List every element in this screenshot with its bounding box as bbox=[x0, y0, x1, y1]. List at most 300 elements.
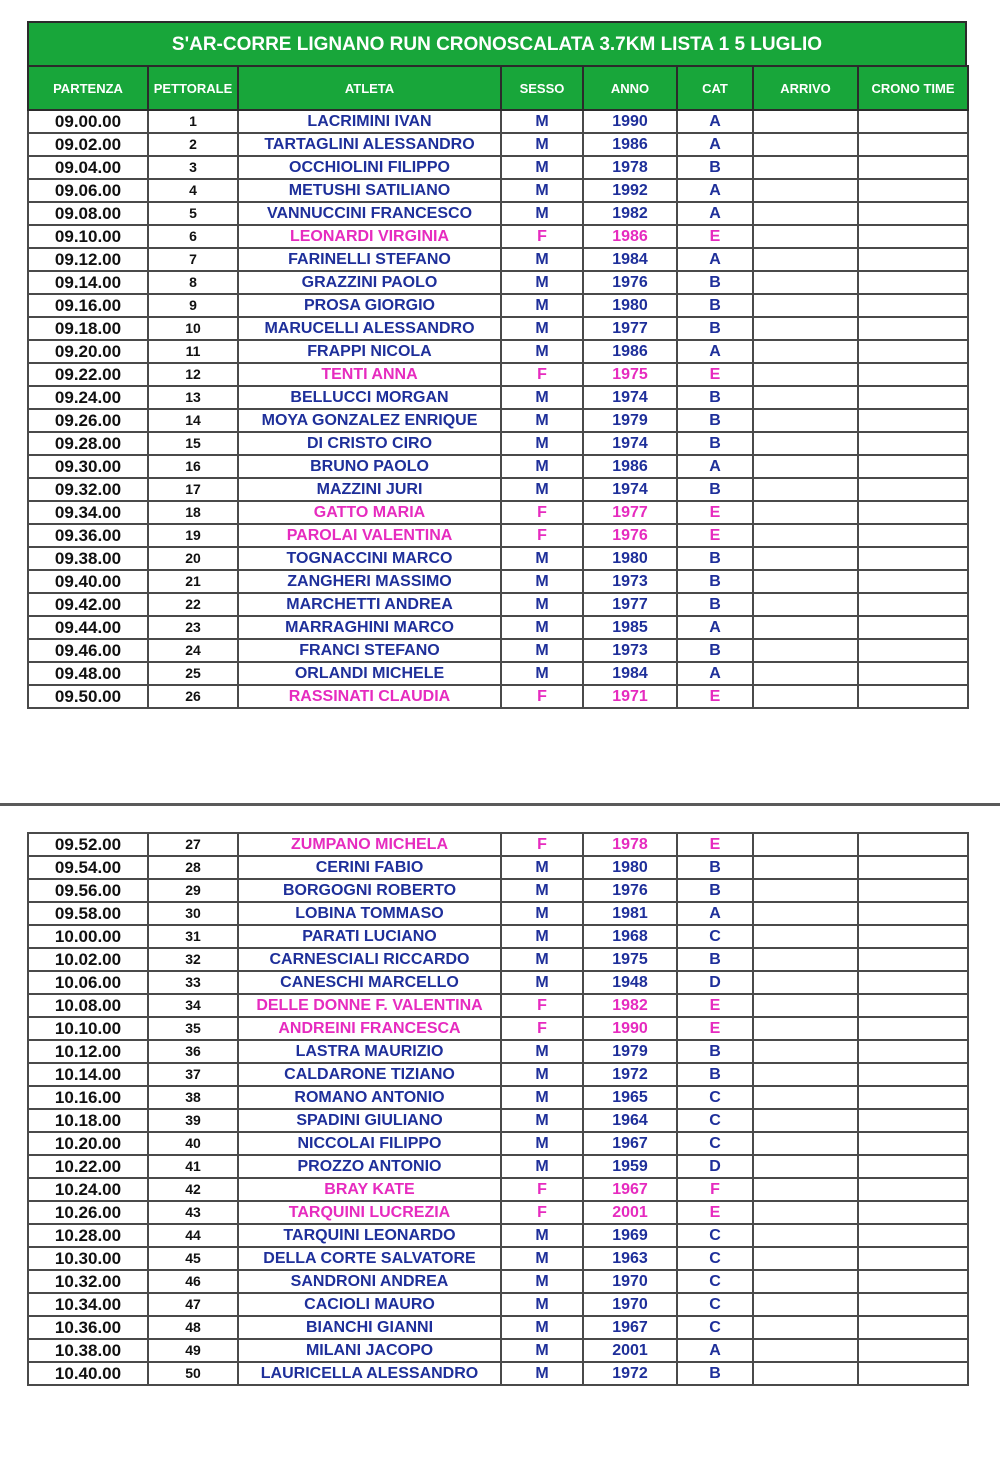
cell-crono-time bbox=[858, 1063, 968, 1086]
cell-atleta: SANDRONI ANDREA bbox=[238, 1270, 501, 1293]
cell-atleta: TARTAGLINI ALESSANDRO bbox=[238, 133, 501, 156]
cell-pettorale: 49 bbox=[148, 1339, 238, 1362]
cell-arrivo bbox=[753, 639, 858, 662]
cell-arrivo bbox=[753, 1063, 858, 1086]
cell-sesso: F bbox=[501, 1178, 583, 1201]
cell-partenza: 09.50.00 bbox=[28, 685, 148, 708]
cell-cat: B bbox=[677, 856, 753, 879]
table-row bbox=[28, 478, 968, 501]
cell-arrivo bbox=[753, 133, 858, 156]
cell-pettorale: 11 bbox=[148, 340, 238, 363]
cell-anno: 1973 bbox=[583, 639, 677, 662]
cell-cat: A bbox=[677, 110, 753, 133]
cell-pettorale: 36 bbox=[148, 1040, 238, 1063]
cell-arrivo bbox=[753, 879, 858, 902]
cell-crono-time bbox=[858, 685, 968, 708]
cell-cat: A bbox=[677, 248, 753, 271]
cell-sesso: M bbox=[501, 948, 583, 971]
cell-partenza: 10.10.00 bbox=[28, 1017, 148, 1040]
cell-cat: E bbox=[677, 363, 753, 386]
cell-anno: 1986 bbox=[583, 225, 677, 248]
cell-crono-time bbox=[858, 1316, 968, 1339]
cell-atleta: GATTO MARIA bbox=[238, 501, 501, 524]
cell-atleta: MILANI JACOPO bbox=[238, 1339, 501, 1362]
cell-arrivo bbox=[753, 110, 858, 133]
cell-crono-time bbox=[858, 570, 968, 593]
cell-atleta: MARCHETTI ANDREA bbox=[238, 593, 501, 616]
cell-arrivo bbox=[753, 156, 858, 179]
cell-atleta: CALDARONE TIZIANO bbox=[238, 1063, 501, 1086]
cell-pettorale: 42 bbox=[148, 1178, 238, 1201]
cell-crono-time bbox=[858, 501, 968, 524]
cell-partenza: 10.26.00 bbox=[28, 1201, 148, 1224]
cell-partenza: 10.34.00 bbox=[28, 1293, 148, 1316]
cell-cat: E bbox=[677, 225, 753, 248]
cell-sesso: M bbox=[501, 455, 583, 478]
cell-atleta: TARQUINI LEONARDO bbox=[238, 1224, 501, 1247]
cell-atleta: RASSINATI CLAUDIA bbox=[238, 685, 501, 708]
cell-partenza: 10.14.00 bbox=[28, 1063, 148, 1086]
cell-partenza: 09.46.00 bbox=[28, 639, 148, 662]
cell-arrivo bbox=[753, 1132, 858, 1155]
cell-anno: 1967 bbox=[583, 1132, 677, 1155]
cell-crono-time bbox=[858, 363, 968, 386]
table-row bbox=[28, 662, 968, 685]
cell-crono-time bbox=[858, 971, 968, 994]
cell-cat: E bbox=[677, 524, 753, 547]
cell-arrivo bbox=[753, 317, 858, 340]
cell-anno: 1982 bbox=[583, 994, 677, 1017]
cell-sesso: F bbox=[501, 833, 583, 856]
cell-pettorale: 32 bbox=[148, 948, 238, 971]
cell-atleta: MARUCELLI ALESSANDRO bbox=[238, 317, 501, 340]
cell-crono-time bbox=[858, 1132, 968, 1155]
cell-atleta: PAROLAI VALENTINA bbox=[238, 524, 501, 547]
cell-pettorale: 19 bbox=[148, 524, 238, 547]
cell-sesso: F bbox=[501, 1017, 583, 1040]
cell-partenza: 09.14.00 bbox=[28, 271, 148, 294]
cell-arrivo bbox=[753, 478, 858, 501]
cell-cat: E bbox=[677, 833, 753, 856]
cell-cat: B bbox=[677, 432, 753, 455]
cell-crono-time bbox=[858, 1109, 968, 1132]
table-row bbox=[28, 685, 968, 708]
cell-atleta: DELLE DONNE F. VALENTINA bbox=[238, 994, 501, 1017]
table-row bbox=[28, 639, 968, 662]
cell-anno: 1977 bbox=[583, 501, 677, 524]
cell-crono-time bbox=[858, 1293, 968, 1316]
cell-pettorale: 9 bbox=[148, 294, 238, 317]
cell-partenza: 10.38.00 bbox=[28, 1339, 148, 1362]
cell-atleta: PROZZO ANTONIO bbox=[238, 1155, 501, 1178]
cell-pettorale: 39 bbox=[148, 1109, 238, 1132]
cell-pettorale: 45 bbox=[148, 1247, 238, 1270]
cell-arrivo bbox=[753, 1362, 858, 1385]
cell-arrivo bbox=[753, 248, 858, 271]
cell-sesso: F bbox=[501, 225, 583, 248]
cell-arrivo bbox=[753, 925, 858, 948]
cell-crono-time bbox=[858, 902, 968, 925]
cell-arrivo bbox=[753, 902, 858, 925]
table-row bbox=[28, 616, 968, 639]
start-list-table bbox=[27, 65, 969, 709]
cell-atleta: NICCOLAI FILIPPO bbox=[238, 1132, 501, 1155]
cell-partenza: 10.40.00 bbox=[28, 1362, 148, 1385]
cell-crono-time bbox=[858, 1224, 968, 1247]
cell-anno: 1992 bbox=[583, 179, 677, 202]
cell-atleta: ROMANO ANTONIO bbox=[238, 1086, 501, 1109]
col-header-anno: ANNO bbox=[583, 66, 677, 110]
cell-arrivo bbox=[753, 202, 858, 225]
cell-anno: 1982 bbox=[583, 202, 677, 225]
page-title: S'AR-CORRE LIGNANO RUN CRONOSCALATA 3.7KM LISTA 1 5 LUGLIO bbox=[27, 21, 967, 65]
cell-anno: 2001 bbox=[583, 1339, 677, 1362]
cell-cat: B bbox=[677, 593, 753, 616]
cell-anno: 1968 bbox=[583, 925, 677, 948]
cell-partenza: 10.22.00 bbox=[28, 1155, 148, 1178]
cell-sesso: M bbox=[501, 202, 583, 225]
table-row bbox=[28, 501, 968, 524]
cell-sesso: M bbox=[501, 593, 583, 616]
cell-partenza: 10.12.00 bbox=[28, 1040, 148, 1063]
table-row bbox=[28, 879, 968, 902]
cell-partenza: 09.48.00 bbox=[28, 662, 148, 685]
cell-arrivo bbox=[753, 501, 858, 524]
cell-anno: 1972 bbox=[583, 1362, 677, 1385]
cell-crono-time bbox=[858, 948, 968, 971]
cell-cat: B bbox=[677, 639, 753, 662]
table-body bbox=[28, 833, 968, 1385]
cell-arrivo bbox=[753, 225, 858, 248]
table-row bbox=[28, 971, 968, 994]
table-row bbox=[28, 547, 968, 570]
table-row bbox=[28, 248, 968, 271]
cell-atleta: OCCHIOLINI FILIPPO bbox=[238, 156, 501, 179]
cell-atleta: SPADINI GIULIANO bbox=[238, 1109, 501, 1132]
cell-pettorale: 46 bbox=[148, 1270, 238, 1293]
cell-anno: 1970 bbox=[583, 1270, 677, 1293]
cell-atleta: MOYA GONZALEZ ENRIQUE bbox=[238, 409, 501, 432]
table-row bbox=[28, 1040, 968, 1063]
cell-arrivo bbox=[753, 409, 858, 432]
cell-arrivo bbox=[753, 856, 858, 879]
cell-arrivo bbox=[753, 685, 858, 708]
cell-partenza: 09.32.00 bbox=[28, 478, 148, 501]
cell-partenza: 09.28.00 bbox=[28, 432, 148, 455]
cell-arrivo bbox=[753, 1224, 858, 1247]
cell-crono-time bbox=[858, 925, 968, 948]
cell-cat: D bbox=[677, 1155, 753, 1178]
cell-sesso: M bbox=[501, 432, 583, 455]
cell-anno: 1967 bbox=[583, 1316, 677, 1339]
cell-pettorale: 17 bbox=[148, 478, 238, 501]
table-row bbox=[28, 593, 968, 616]
cell-anno: 1977 bbox=[583, 317, 677, 340]
cell-sesso: M bbox=[501, 1040, 583, 1063]
table-row bbox=[28, 1224, 968, 1247]
cell-atleta: ZUMPANO MICHELA bbox=[238, 833, 501, 856]
cell-anno: 1984 bbox=[583, 248, 677, 271]
cell-anno: 1976 bbox=[583, 524, 677, 547]
cell-pettorale: 21 bbox=[148, 570, 238, 593]
table-row bbox=[28, 202, 968, 225]
cell-atleta: FARINELLI STEFANO bbox=[238, 248, 501, 271]
cell-cat: E bbox=[677, 994, 753, 1017]
cell-arrivo bbox=[753, 432, 858, 455]
cell-pettorale: 8 bbox=[148, 271, 238, 294]
cell-sesso: M bbox=[501, 133, 583, 156]
cell-atleta: BORGOGNI ROBERTO bbox=[238, 879, 501, 902]
cell-partenza: 10.18.00 bbox=[28, 1109, 148, 1132]
cell-cat: B bbox=[677, 879, 753, 902]
cell-anno: 1985 bbox=[583, 616, 677, 639]
cell-atleta: LOBINA TOMMASO bbox=[238, 902, 501, 925]
cell-cat: B bbox=[677, 1040, 753, 1063]
cell-partenza: 09.08.00 bbox=[28, 202, 148, 225]
cell-atleta: METUSHI SATILIANO bbox=[238, 179, 501, 202]
start-list-sheet-2 bbox=[27, 832, 967, 1386]
cell-partenza: 09.52.00 bbox=[28, 833, 148, 856]
cell-anno: 1975 bbox=[583, 948, 677, 971]
cell-atleta: LACRIMINI IVAN bbox=[238, 110, 501, 133]
cell-arrivo bbox=[753, 994, 858, 1017]
cell-partenza: 09.56.00 bbox=[28, 879, 148, 902]
cell-pettorale: 4 bbox=[148, 179, 238, 202]
cell-sesso: M bbox=[501, 1270, 583, 1293]
cell-atleta: CERINI FABIO bbox=[238, 856, 501, 879]
cell-atleta: FRANCI STEFANO bbox=[238, 639, 501, 662]
cell-pettorale: 26 bbox=[148, 685, 238, 708]
cell-pettorale: 15 bbox=[148, 432, 238, 455]
table-row bbox=[28, 133, 968, 156]
cell-atleta: LAURICELLA ALESSANDRO bbox=[238, 1362, 501, 1385]
table-row bbox=[28, 363, 968, 386]
cell-partenza: 10.16.00 bbox=[28, 1086, 148, 1109]
cell-anno: 1965 bbox=[583, 1086, 677, 1109]
cell-sesso: M bbox=[501, 1109, 583, 1132]
cell-crono-time bbox=[858, 593, 968, 616]
table-row bbox=[28, 1339, 968, 1362]
cell-atleta: DI CRISTO CIRO bbox=[238, 432, 501, 455]
cell-cat: C bbox=[677, 1247, 753, 1270]
table-row bbox=[28, 110, 968, 133]
cell-partenza: 10.30.00 bbox=[28, 1247, 148, 1270]
cell-cat: B bbox=[677, 386, 753, 409]
cell-cat: B bbox=[677, 1063, 753, 1086]
cell-cat: A bbox=[677, 455, 753, 478]
cell-cat: F bbox=[677, 1178, 753, 1201]
cell-cat: A bbox=[677, 202, 753, 225]
cell-pettorale: 37 bbox=[148, 1063, 238, 1086]
cell-anno: 1979 bbox=[583, 409, 677, 432]
cell-anno: 1981 bbox=[583, 902, 677, 925]
cell-arrivo bbox=[753, 1293, 858, 1316]
cell-partenza: 09.34.00 bbox=[28, 501, 148, 524]
cell-arrivo bbox=[753, 179, 858, 202]
cell-cat: E bbox=[677, 1201, 753, 1224]
cell-anno: 1971 bbox=[583, 685, 677, 708]
cell-arrivo bbox=[753, 948, 858, 971]
cell-cat: B bbox=[677, 547, 753, 570]
table-row bbox=[28, 833, 968, 856]
cell-arrivo bbox=[753, 662, 858, 685]
table-row bbox=[28, 455, 968, 478]
cell-crono-time bbox=[858, 856, 968, 879]
cell-cat: C bbox=[677, 1270, 753, 1293]
cell-arrivo bbox=[753, 1247, 858, 1270]
cell-sesso: M bbox=[501, 386, 583, 409]
cell-arrivo bbox=[753, 593, 858, 616]
cell-pettorale: 40 bbox=[148, 1132, 238, 1155]
table-row bbox=[28, 1178, 968, 1201]
cell-cat: A bbox=[677, 616, 753, 639]
cell-cat: B bbox=[677, 948, 753, 971]
cell-partenza: 10.20.00 bbox=[28, 1132, 148, 1155]
table-row bbox=[28, 1109, 968, 1132]
cell-partenza: 10.28.00 bbox=[28, 1224, 148, 1247]
cell-crono-time bbox=[858, 524, 968, 547]
cell-cat: A bbox=[677, 179, 753, 202]
cell-arrivo bbox=[753, 1316, 858, 1339]
cell-crono-time bbox=[858, 294, 968, 317]
cell-atleta: PARATI LUCIANO bbox=[238, 925, 501, 948]
cell-atleta: ZANGHERI MASSIMO bbox=[238, 570, 501, 593]
cell-arrivo bbox=[753, 455, 858, 478]
cell-partenza: 09.42.00 bbox=[28, 593, 148, 616]
cell-anno: 1986 bbox=[583, 455, 677, 478]
table-row bbox=[28, 179, 968, 202]
cell-anno: 1978 bbox=[583, 833, 677, 856]
cell-arrivo bbox=[753, 570, 858, 593]
cell-sesso: M bbox=[501, 1063, 583, 1086]
cell-crono-time bbox=[858, 833, 968, 856]
col-header-cat: CAT bbox=[677, 66, 753, 110]
cell-sesso: M bbox=[501, 409, 583, 432]
cell-pettorale: 12 bbox=[148, 363, 238, 386]
table-row bbox=[28, 1155, 968, 1178]
cell-anno: 1959 bbox=[583, 1155, 677, 1178]
cell-arrivo bbox=[753, 1339, 858, 1362]
cell-anno: 1984 bbox=[583, 662, 677, 685]
table-row bbox=[28, 386, 968, 409]
table-row bbox=[28, 340, 968, 363]
cell-pettorale: 2 bbox=[148, 133, 238, 156]
table-row bbox=[28, 994, 968, 1017]
cell-crono-time bbox=[858, 202, 968, 225]
cell-arrivo bbox=[753, 386, 858, 409]
cell-pettorale: 6 bbox=[148, 225, 238, 248]
cell-sesso: M bbox=[501, 662, 583, 685]
cell-pettorale: 16 bbox=[148, 455, 238, 478]
cell-pettorale: 48 bbox=[148, 1316, 238, 1339]
cell-cat: B bbox=[677, 570, 753, 593]
cell-anno: 1948 bbox=[583, 971, 677, 994]
cell-crono-time bbox=[858, 133, 968, 156]
cell-pettorale: 7 bbox=[148, 248, 238, 271]
cell-arrivo bbox=[753, 1017, 858, 1040]
cell-cat: D bbox=[677, 971, 753, 994]
cell-sesso: M bbox=[501, 639, 583, 662]
table-body bbox=[28, 110, 968, 708]
cell-pettorale: 50 bbox=[148, 1362, 238, 1385]
table-row bbox=[28, 294, 968, 317]
cell-sesso: M bbox=[501, 1132, 583, 1155]
col-header-crono-time: CRONO TIME bbox=[858, 66, 968, 110]
cell-arrivo bbox=[753, 971, 858, 994]
cell-cat: B bbox=[677, 271, 753, 294]
cell-cat: C bbox=[677, 925, 753, 948]
start-list-table-continued bbox=[27, 832, 969, 1386]
cell-sesso: M bbox=[501, 1247, 583, 1270]
cell-crono-time bbox=[858, 1270, 968, 1293]
cell-partenza: 09.24.00 bbox=[28, 386, 148, 409]
cell-atleta: LASTRA MAURIZIO bbox=[238, 1040, 501, 1063]
table-row bbox=[28, 1201, 968, 1224]
table-row bbox=[28, 856, 968, 879]
cell-cat: B bbox=[677, 156, 753, 179]
cell-cat: C bbox=[677, 1293, 753, 1316]
cell-pettorale: 34 bbox=[148, 994, 238, 1017]
cell-anno: 1978 bbox=[583, 156, 677, 179]
cell-partenza: 09.06.00 bbox=[28, 179, 148, 202]
cell-partenza: 09.36.00 bbox=[28, 524, 148, 547]
cell-sesso: M bbox=[501, 110, 583, 133]
cell-sesso: M bbox=[501, 317, 583, 340]
table-row bbox=[28, 1316, 968, 1339]
cell-atleta: BRUNO PAOLO bbox=[238, 455, 501, 478]
cell-partenza: 09.38.00 bbox=[28, 547, 148, 570]
cell-cat: A bbox=[677, 340, 753, 363]
cell-sesso: F bbox=[501, 524, 583, 547]
cell-atleta: LEONARDI VIRGINIA bbox=[238, 225, 501, 248]
cell-sesso: M bbox=[501, 1155, 583, 1178]
cell-pettorale: 20 bbox=[148, 547, 238, 570]
cell-atleta: PROSA GIORGIO bbox=[238, 294, 501, 317]
cell-atleta: MARRAGHINI MARCO bbox=[238, 616, 501, 639]
cell-cat: B bbox=[677, 1362, 753, 1385]
cell-crono-time bbox=[858, 478, 968, 501]
cell-pettorale: 43 bbox=[148, 1201, 238, 1224]
cell-sesso: M bbox=[501, 248, 583, 271]
cell-pettorale: 25 bbox=[148, 662, 238, 685]
cell-anno: 1973 bbox=[583, 570, 677, 593]
cell-sesso: M bbox=[501, 570, 583, 593]
cell-pettorale: 47 bbox=[148, 1293, 238, 1316]
cell-anno: 1967 bbox=[583, 1178, 677, 1201]
cell-pettorale: 33 bbox=[148, 971, 238, 994]
cell-cat: B bbox=[677, 409, 753, 432]
cell-crono-time bbox=[858, 662, 968, 685]
table-row bbox=[28, 271, 968, 294]
cell-sesso: F bbox=[501, 685, 583, 708]
cell-sesso: F bbox=[501, 994, 583, 1017]
cell-arrivo bbox=[753, 1109, 858, 1132]
cell-anno: 1977 bbox=[583, 593, 677, 616]
cell-partenza: 09.44.00 bbox=[28, 616, 148, 639]
cell-crono-time bbox=[858, 340, 968, 363]
cell-sesso: M bbox=[501, 971, 583, 994]
cell-anno: 1990 bbox=[583, 1017, 677, 1040]
cell-pettorale: 38 bbox=[148, 1086, 238, 1109]
col-header-partenza: PARTENZA bbox=[28, 66, 148, 110]
cell-crono-time bbox=[858, 317, 968, 340]
cell-sesso: M bbox=[501, 340, 583, 363]
cell-cat: C bbox=[677, 1109, 753, 1132]
cell-partenza: 09.30.00 bbox=[28, 455, 148, 478]
table-row bbox=[28, 1270, 968, 1293]
cell-arrivo bbox=[753, 1040, 858, 1063]
cell-pettorale: 13 bbox=[148, 386, 238, 409]
